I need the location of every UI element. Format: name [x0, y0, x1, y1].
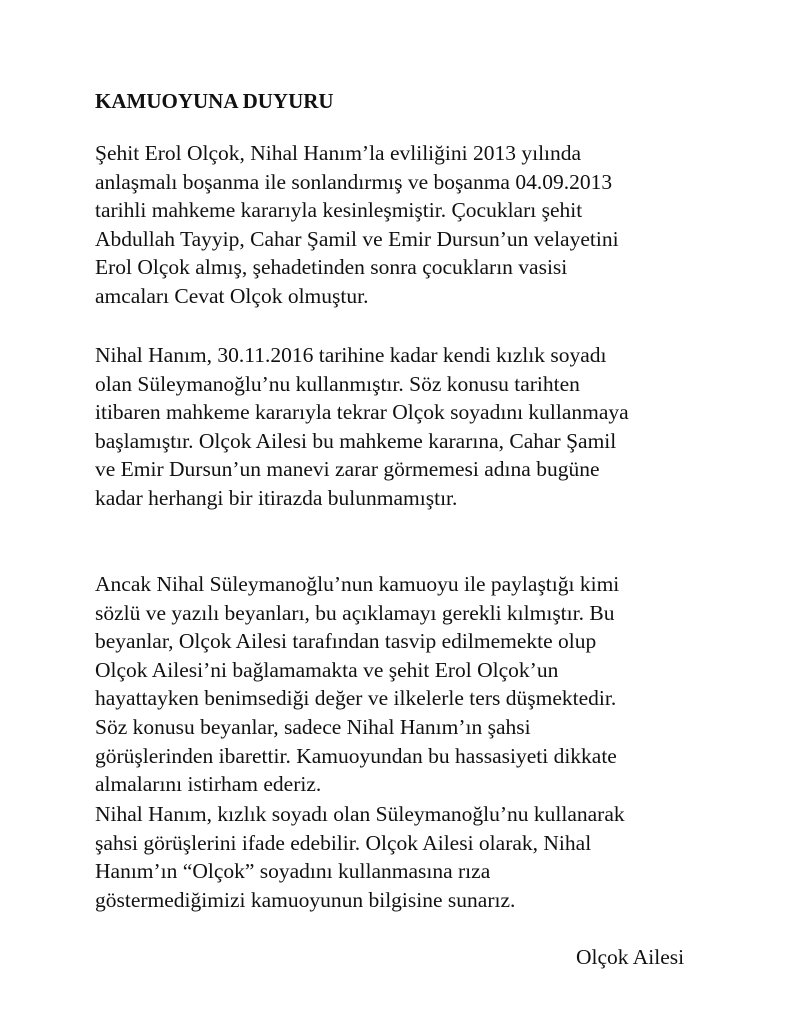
- text-line: Şehit Erol Olçok, Nihal Hanım’la evliliğini 2013 yılında: [95, 141, 582, 165]
- paragraph-custody: [95, 139, 619, 311]
- text-line: olan Süleymanoğlu’nu kullanmıştır. Söz konusu tarihten: [95, 371, 580, 396]
- text-line: Hanım’ın “Olçok” soyadını kullanmasına rıza: [95, 859, 491, 884]
- text-line: almalarını istirham ederiz.: [95, 772, 322, 797]
- paragraph-statements: [95, 570, 619, 799]
- text-line: beyanlar, Olçok Ailesi tarafından tasvip edilmemekte olup: [95, 629, 597, 654]
- signature: Olçok Ailesi: [576, 945, 685, 969]
- text-line: itibaren mahkeme kararıyla tekrar Olçok soyadını kullanmaya: [95, 400, 629, 425]
- text-line: hayattayken benimsediği değer ve ilkelerle ters düşmektedir.: [95, 686, 617, 711]
- text-line: göstermediğimizi kamuoyunun bilgisine sunarız.: [95, 887, 516, 912]
- paragraph-surname: [95, 341, 629, 513]
- text-line: Nihal Hanım, 30.11.2016 tarihine kadar kendi kızlık soyadı: [95, 343, 607, 367]
- text-line: Olçok Ailesi’ni bağlamamakta ve şehit Erol Olçok’un: [95, 657, 559, 682]
- text-line: şahsi görüşlerini ifade edebilir. Olçok Ailesi olarak, Nihal: [95, 830, 592, 855]
- text-line: Nihal Hanım, kızlık soyadı olan Süleymanoğlu’nu kullanarak: [95, 802, 625, 826]
- text-line: Söz konusu beyanlar, sadece Nihal Hanım’ın şahsi: [95, 714, 531, 739]
- text-line: Abdullah Tayyip, Cahar Şamil ve Emir Dursun’un velayetini: [95, 226, 619, 251]
- text-line: kadar herhangi bir itirazda bulunmamıştır.: [95, 485, 458, 510]
- paragraph-conclusion: [95, 800, 625, 914]
- text-line: Ancak Nihal Süleymanoğlu’nun kamuoyu ile paylaştığı kimi: [95, 572, 620, 596]
- text-line: tarihli mahkeme kararıyla kesinleşmiştir. Çocukları şehit: [95, 198, 583, 223]
- text-line: ve Emir Dursun’un manevi zarar görmemesi adına bugüne: [95, 457, 600, 482]
- text-line: başlamıştır. Olçok Ailesi bu mahkeme kararına, Cahar Şamil: [95, 428, 617, 453]
- text-line: anlaşmalı boşanma ile sonlandırmış ve boşanma 04.09.2013: [95, 169, 613, 194]
- text-line: sözlü ve yazılı beyanları, bu açıklamayı gerekli kılmıştır. Bu: [95, 600, 615, 625]
- text-line: amcaları Cevat Olçok olmuştur.: [95, 283, 369, 308]
- document-title: KAMUOYUNA DUYURU: [95, 89, 334, 113]
- text-line: görüşlerinden ibarettir. Kamuoyundan bu hassasiyeti dikkate: [95, 743, 617, 768]
- text-line: Erol Olçok almış, şehadetinden sonra çocukların vasisi: [95, 255, 568, 280]
